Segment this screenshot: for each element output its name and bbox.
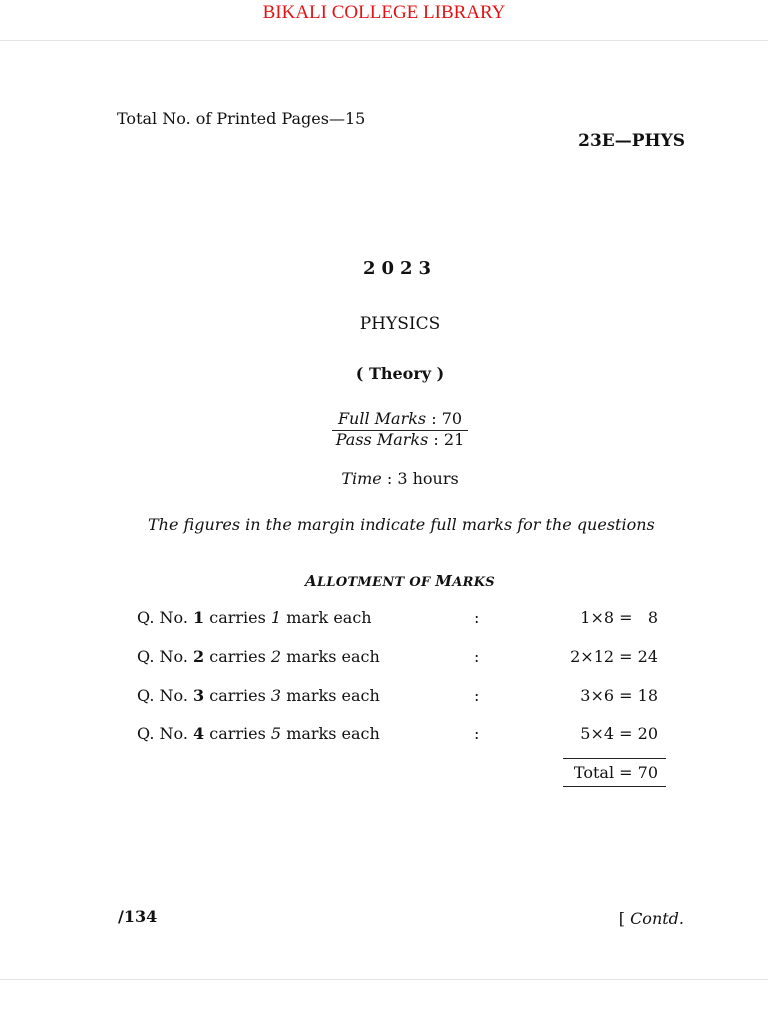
- row-prefix: Q. No.: [137, 608, 194, 627]
- library-header: BIKALI COLLEGE LIBRARY: [262, 2, 506, 23]
- allotment-heading-m: M: [435, 572, 453, 590]
- total-bottom-rule: [563, 786, 666, 787]
- row-question-number: 3: [193, 686, 205, 705]
- exam-time: [300, 469, 500, 488]
- allotment-heading-m-rest: ARKS: [452, 575, 495, 590]
- header-divider: [0, 40, 768, 41]
- row-mark-count: 1: [270, 608, 282, 627]
- allotment-row-calc: 1×8 = 8: [580, 608, 658, 627]
- time-value: : 3 hours: [381, 469, 459, 488]
- allotment-row-calc: 5×4 = 20: [580, 724, 658, 743]
- pass-marks: [300, 430, 500, 449]
- row-mark-count: 2: [270, 647, 282, 666]
- continued-marker: [619, 909, 684, 928]
- allotment-row-calc: 3×6 = 18: [580, 686, 658, 705]
- row-prefix: Q. No.: [137, 647, 194, 666]
- exam-year: 2023: [362, 258, 438, 279]
- allotment-row-colon: :: [474, 686, 480, 705]
- allotment-row-label: [137, 647, 380, 666]
- row-suffix: marks each: [281, 647, 380, 666]
- printed-pages-count: Total No. of Printed Pages—15: [117, 109, 366, 128]
- pass-marks-label: Pass Marks: [335, 430, 429, 449]
- allotment-row-label: [137, 686, 380, 705]
- row-question-number: 4: [193, 724, 205, 743]
- row-prefix: Q. No.: [137, 724, 194, 743]
- exam-subject: PHYSICS: [359, 314, 441, 334]
- allotment-row-colon: :: [474, 647, 480, 666]
- time-label: Time: [341, 469, 382, 488]
- paper-code: 23E—PHYS: [578, 131, 685, 151]
- row-mark-count: 3: [270, 686, 282, 705]
- row-mid: carries: [204, 647, 271, 666]
- row-mid: carries: [204, 608, 271, 627]
- row-suffix: marks each: [281, 724, 380, 743]
- allotment-row-label: [137, 608, 372, 627]
- allotment-heading: [300, 572, 500, 590]
- allotment-heading-a-rest: LLOTMENT OF: [316, 575, 436, 590]
- row-question-number: 1: [193, 608, 205, 627]
- allotment-row-colon: :: [474, 724, 480, 743]
- total-top-rule: [563, 758, 666, 759]
- full-marks-label: Full Marks: [337, 409, 427, 428]
- row-mark-count: 5: [270, 724, 282, 743]
- row-mid: carries: [204, 686, 271, 705]
- footer-code: /134: [118, 907, 158, 926]
- allotment-row-calc: 2×12 = 24: [570, 647, 658, 666]
- row-suffix: mark each: [281, 608, 372, 627]
- pass-marks-value: : 21: [428, 430, 465, 449]
- continued-bracket: [: [618, 909, 631, 928]
- continued-text: Contd.: [630, 909, 684, 928]
- allotment-row-colon: :: [474, 608, 480, 627]
- row-prefix: Q. No.: [137, 686, 194, 705]
- row-suffix: marks each: [281, 686, 380, 705]
- row-mid: carries: [204, 724, 271, 743]
- instruction-text: The figures in the margin indicate full marks for the questions: [148, 515, 655, 534]
- exam-paper-type: ( Theory ): [355, 364, 445, 383]
- row-question-number: 2: [193, 647, 205, 666]
- full-marks-value: : 70: [426, 409, 463, 428]
- allotment-total: Total = 70: [573, 763, 658, 782]
- allotment-heading-a: A: [305, 572, 317, 590]
- page-bottom-divider: [0, 979, 768, 980]
- allotment-row-label: [137, 724, 380, 743]
- full-marks: [300, 409, 500, 428]
